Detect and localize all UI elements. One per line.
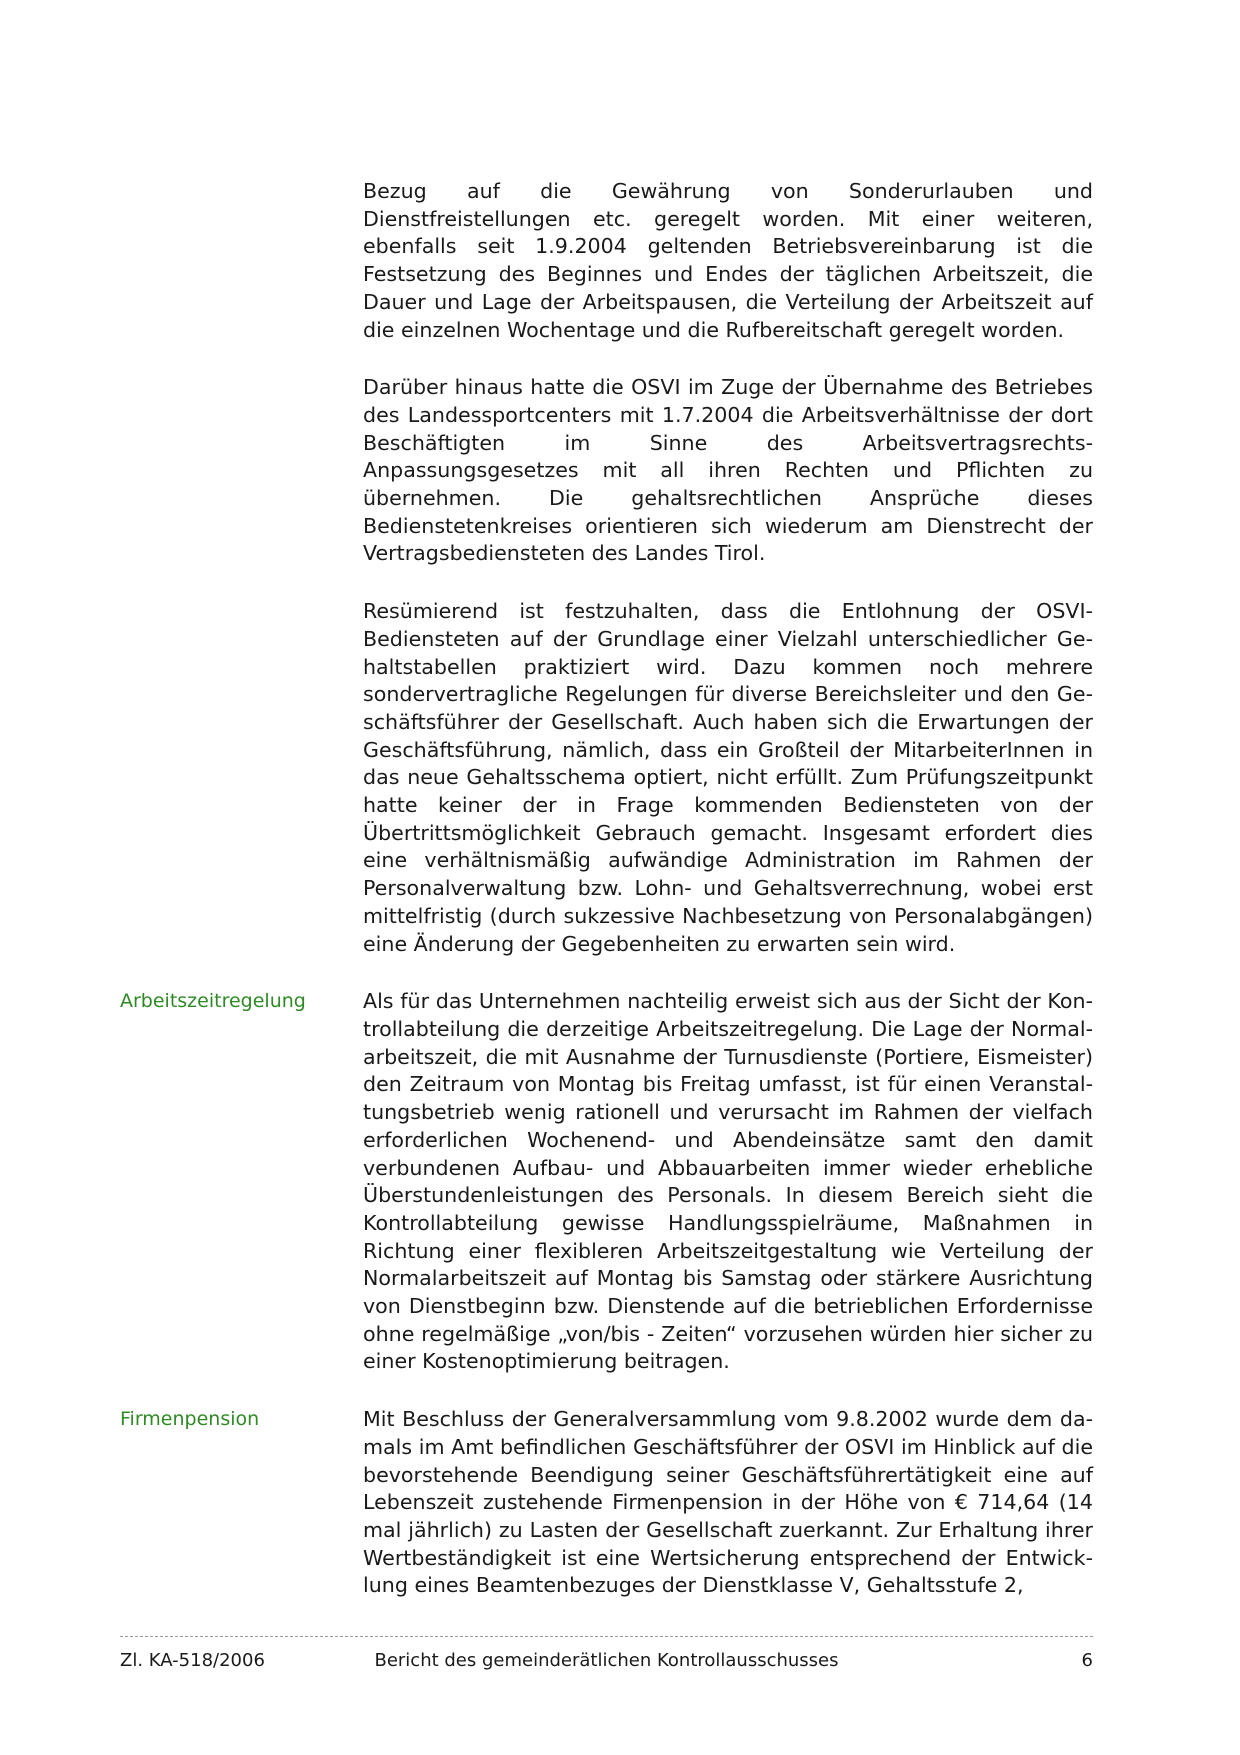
section-arbeitszeitregelung	[0, 988, 1240, 1376]
paragraph-arbeitszeitregelung: Als für das Unternehmen nachteilig erweist sich aus der Sicht der Kontrollabteilung die derzeitige Arbeitszeitregelung. Die Lage der Normalarbeitszeit, die mit Ausnahme der Turnusdienste (Portiere, Eismeister) den Zeitraum von Montag bis Freitag umfasst, ist für einen Veranstaltungsbetrieb wenig rationell und verursacht im Rahmen der vielfach erforderlichen Wochenend- und Abendeinsätze samt den damit verbundenen Aufbau- und Abbauarbeiten immer wieder erhebliche Überstundenleistungen des Personals. In diesem Bereich sieht die Kontrollabteilung gewisse Handlungsspielräume, Maßnahmen in Richtung einer flexibleren Arbeitszeitgestaltung wie Verteilung der Normalarbeitszeit auf Montag bis Samstag oder stärkere Ausrichtung von Dienstbeginn bzw. Dienstende auf die betrieblichen Erfordernisse ohne regelmäßige „von/bis - Zeiten“ vorzusehen würden hier sicher zu einer Kostenoptimierung beitragen.	[363, 989, 1093, 1374]
footer-divider	[120, 1636, 1093, 1637]
paragraph-betriebsvereinbarung: Bezug auf die Gewährung von Sonderurlauben und Dienstfreistellungen etc. geregelt worden. Mit einer weiteren, ebenfalls seit 1.9.2004 geltenden Betriebsvereinbarung ist die Festsetzung des Beginnes und Endes der täglichen Arbeitszeit, die Dauer und Lage der Arbeitspausen, die Verteilung der Arbeitszeit auf die einzelnen Wochentage und die Rufbereitschaft geregelt worden.	[363, 179, 1093, 342]
footer-page-number: 6	[1081, 1650, 1093, 1671]
section-firmenpension	[0, 1406, 1240, 1600]
section-landessportcenter	[0, 374, 1240, 568]
footer-reference-number: Zl. KA-518/2006	[120, 1650, 265, 1671]
page-footer	[120, 1648, 1093, 1674]
document-body	[0, 178, 1240, 1630]
footer-report-title: Bericht des gemeinderätlichen Kontrollausschusses	[374, 1650, 839, 1671]
paragraph-resuemee: Resümierend ist festzuhalten, dass die Entlohnung der OSVI-Bediensteten auf der Grundlage einer Vielzahl unterschiedlicher Gehaltstabellen praktiziert wird. Dazu kommen noch mehrere sondervertragliche Regelungen für diverse Bereichsleiter und den Geschäftsführer der Gesellschaft. Auch haben sich die Erwartungen der Geschäftsführung, nämlich, dass ein Großteil der MitarbeiterInnen in das neue Gehaltsschema optiert, nicht erfüllt. Zum Prüfungszeitpunkt hatte keiner der in Frage kommenden Bediensteten von der Übertrittsmöglichkeit Gebrauch gemacht. Insgesamt erfordert dies eine verhältnismäßig aufwändige Administration im Rahmen der Personalverwaltung bzw. Lohn- und Gehaltsverrechnung, wobei erst mittelfristig (durch sukzessive Nachbesetzung von Personalabgängen) eine Änderung der Gegebenheiten zu erwarten sein wird.	[363, 599, 1093, 956]
paragraph-landessportcenter: Darüber hinaus hatte die OSVI im Zuge der Übernahme des Betriebes des Landessportcenters mit 1.7.2004 die Arbeitsverhältnisse der dort Beschäftigten im Sinne des Arbeitsvertragsrechts-Anpassungsgesetzes mit all ihren Rechten und Pflichten zu übernehmen. Die gehaltsrechtlichen Ansprüche dieses Bedienstetenkreises orientieren sich wiederum am Dienstrecht der Vertragsbediensteten des Landes Tirol.	[363, 375, 1093, 566]
margin-label-arbeitszeitregelung: Arbeitszeitregelung	[120, 990, 306, 1013]
margin-label-firmenpension: Firmenpension	[120, 1408, 260, 1431]
paragraph-firmenpension: Mit Beschluss der Generalversammlung vom 9.8.2002 wurde dem damals im Amt befindlichen Geschäftsführer der OSVI im Hinblick auf die bevorstehende Beendigung seiner Geschäftsführertätigkeit eine auf Lebenszeit zustehende Firmenpension in der Höhe von € 714,64 (14 mal jährlich) zu Lasten der Gesellschaft zuerkannt. Zur Erhaltung ihrer Wertbeständigkeit ist eine Wertsicherung entsprechend der Entwicklung eines Beamtenbezuges der Dienstklasse V, Gehaltsstufe 2,	[363, 1407, 1093, 1598]
section-besoldung-continued	[0, 178, 1240, 344]
section-resuemee	[0, 598, 1240, 958]
